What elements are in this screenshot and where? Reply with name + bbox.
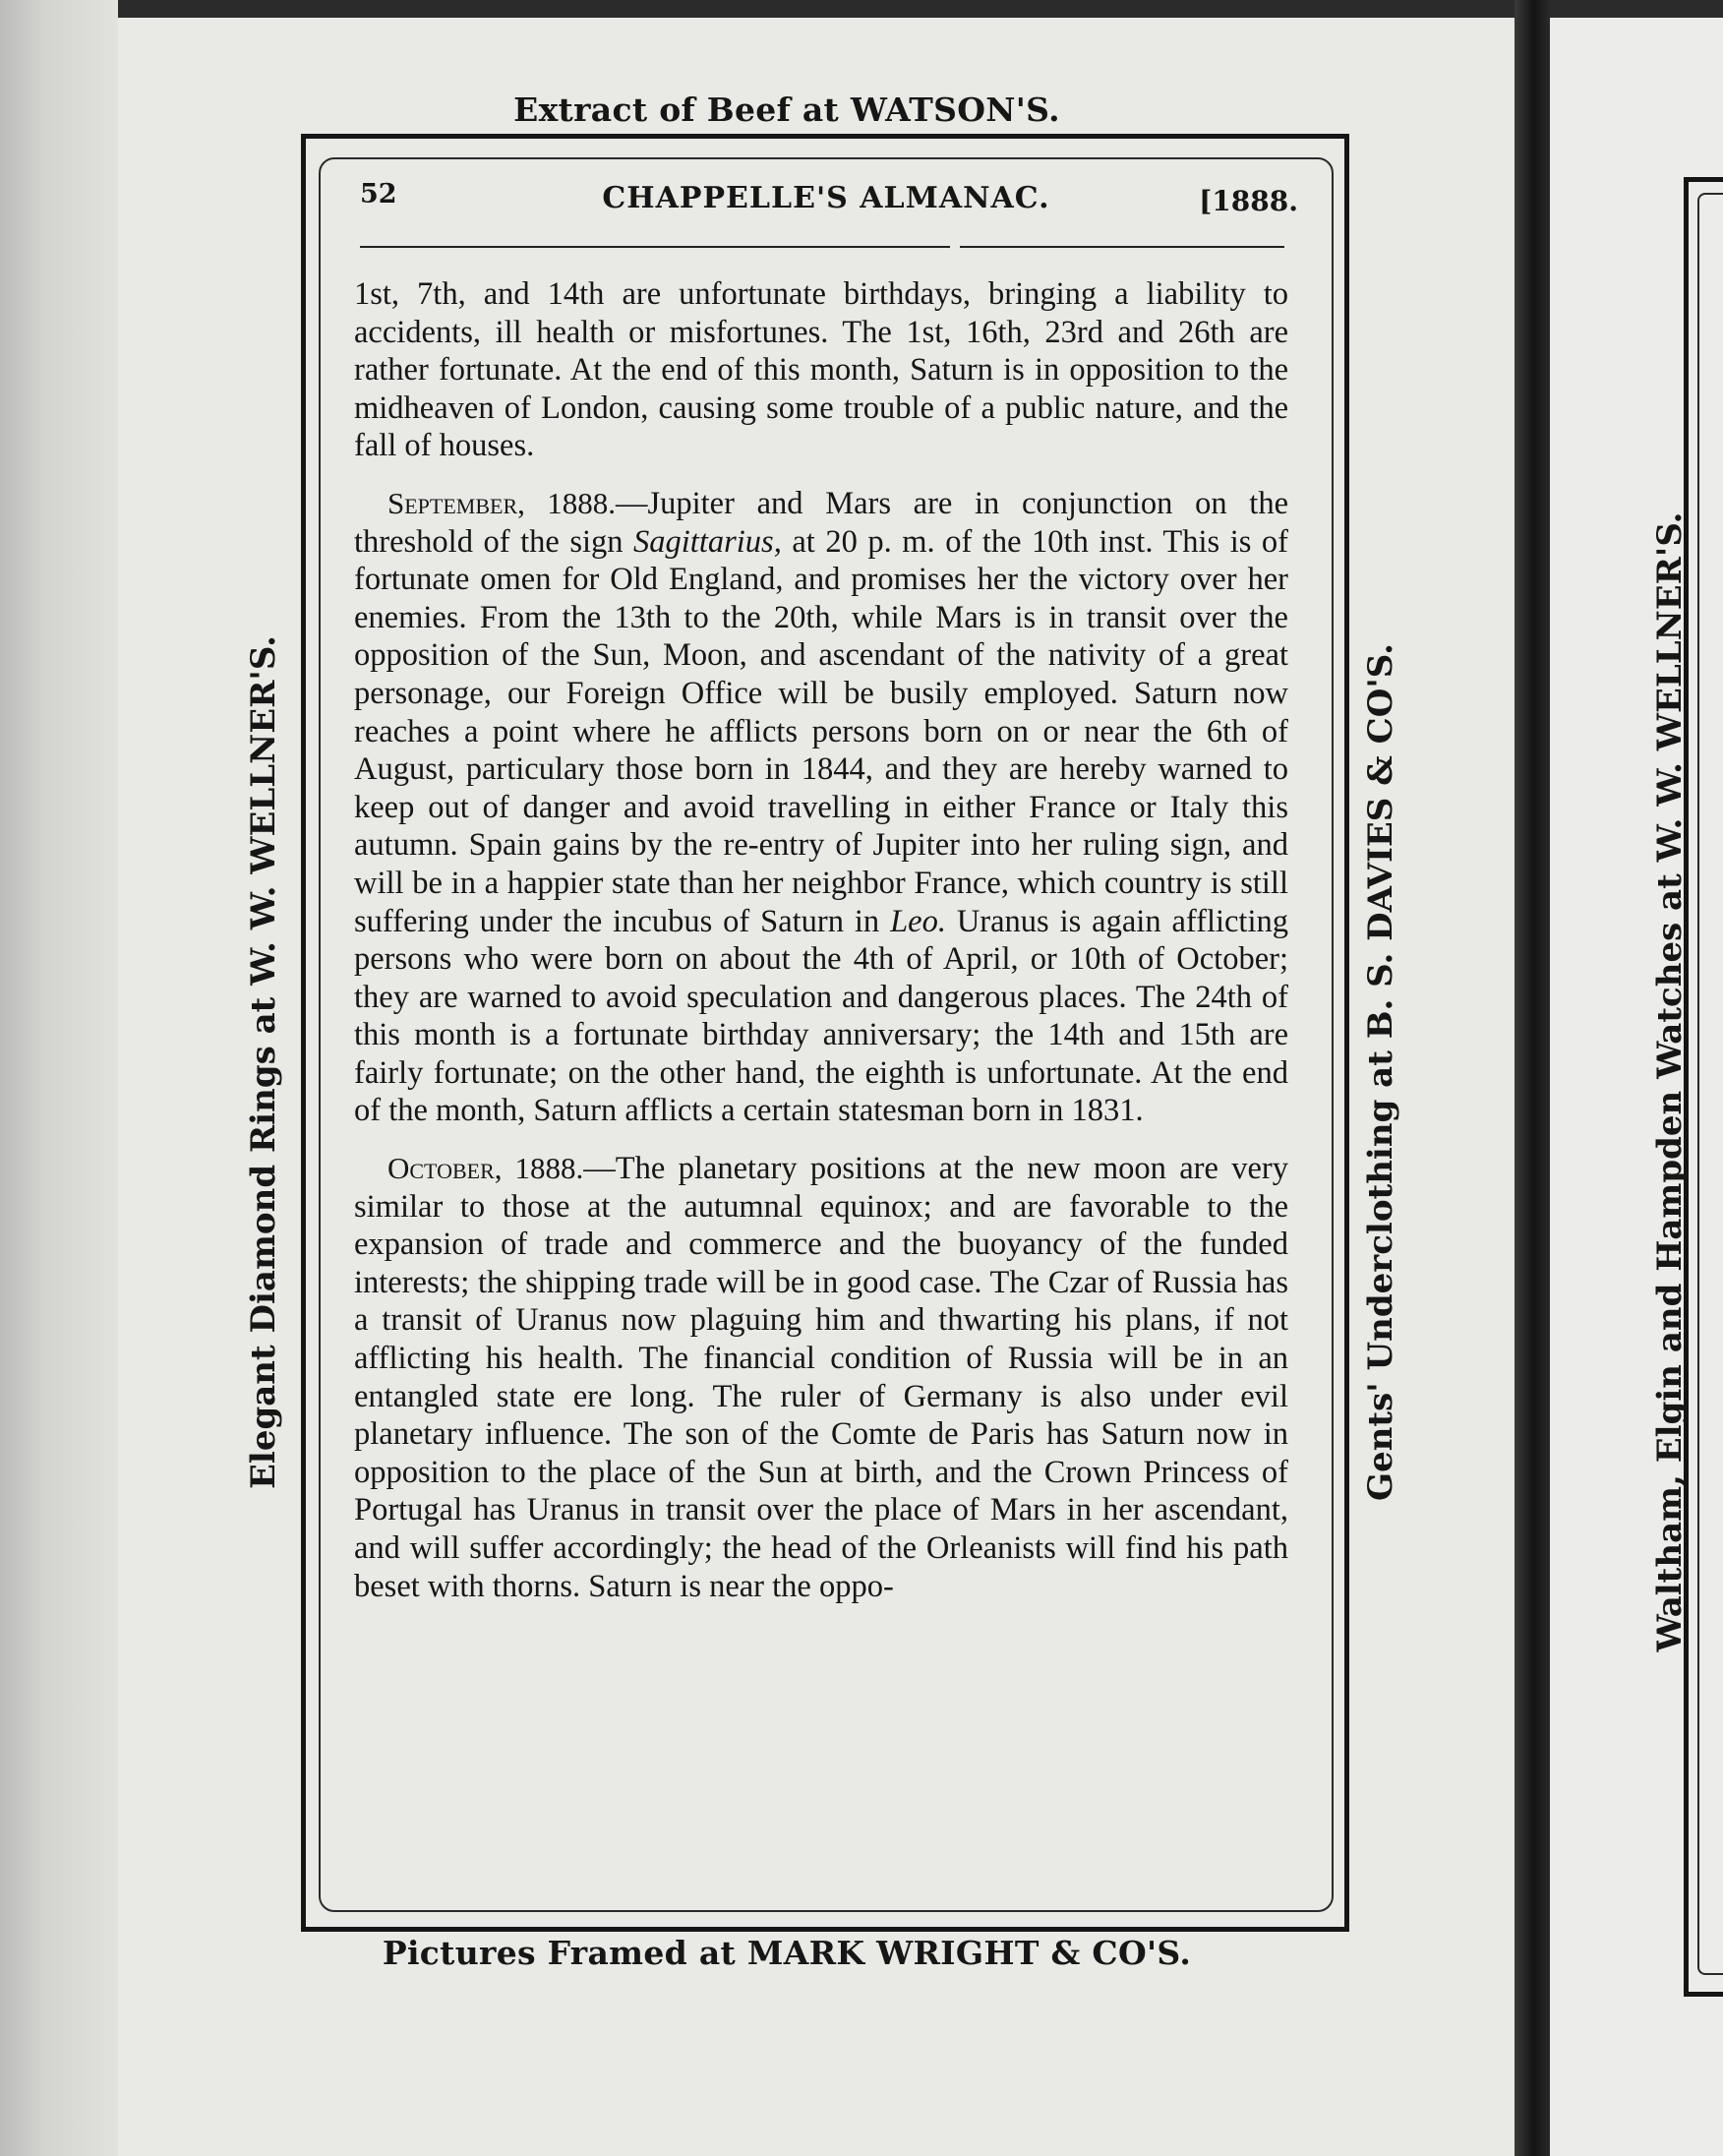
- bottom-advertisement: Pictures Framed at MARK WRIGHT & CO'S.: [382, 1934, 1192, 1972]
- body-text: [354, 275, 1288, 1605]
- september-text-3: Uranus is again afflicting persons who were born on about the 4th of April, or 10th of October; they are warned to avoid speculation and dangerous places. The 24th of this month is a fortunate birthday anniversary; the 14th and 15th are fairly fortunate; on the other hand, the eighth is unfortunate. At the end of the month, Saturn afflicts a certain statesman born in 1831.: [354, 903, 1288, 1129]
- running-header: [354, 177, 1298, 226]
- october-text: —The planetary positions at the new moon are very similar to those at the autumnal equinox; and are favorable to the expansion of trade and commerce and the buoyancy of the funded interests; the shipping trade will be in good case. The Czar of Russia has a transit of Uranus now plaguing him and thwarting his plans, if not afflicting his health. The financial condition of Russia will be in an entangled state ere long. The ruler of Germany is also under evil planetary influence. The son of the Comte de Paris has Saturn now in opposition to the place of the Sun at birth, and the Crown Princess of Portugal has Uranus in transit over the place of Mars in her ascendant, and will suffer accordingly; the head of the Orleanists will find his path beset with thorns. Saturn is near the oppo-: [354, 1151, 1289, 1604]
- paragraph-august-end: 1st, 7th, and 14th are unfortunate birthdays, bringing a liability to accidents, ill health or misfortunes. The 1st, 16th, 23rd and 26th are rather fortunate. At the end of this month, Saturn is in opposition to the midheaven of London, causing some trouble of a public nature, and the fall of houses.: [354, 276, 1288, 464]
- paragraph-september: [354, 485, 1288, 1130]
- header-year: [1888.: [1199, 185, 1298, 217]
- sign-leo: Leo.: [890, 903, 946, 939]
- left-margin-advertisement: Elegant Diamond Rings at W. W. WELLNER'S.: [244, 634, 283, 1490]
- paragraph-october: [354, 1150, 1288, 1605]
- right-margin-advertisement: Gents' Underclothing at B. S. DAVIES & CO'S.: [1361, 643, 1400, 1501]
- page-number: 52: [360, 179, 397, 210]
- september-heading: September, 1888.: [387, 485, 616, 520]
- almanac-title: CHAPPELLE'S ALMANAC.: [602, 181, 1050, 215]
- facing-page-inner-frame: [1697, 193, 1723, 1975]
- scan-top-edge: [0, 0, 1723, 18]
- header-rule-right: [960, 246, 1284, 248]
- page-stack-edge: [0, 0, 118, 2156]
- facing-page-advertisement: Waltham, Elgin and Hampden Watches at W. W. WELLNER'S.: [1650, 511, 1690, 1652]
- top-advertisement: Extract of Beef at WATSON'S.: [513, 90, 1060, 129]
- september-text-1: —Jupiter and Mars are in conjunction on the threshold of the sign: [354, 485, 1288, 560]
- book-spine: [1515, 0, 1550, 2156]
- october-heading: October, 1888.: [387, 1151, 584, 1186]
- sign-sagittarius: Sagittarius,: [633, 523, 782, 560]
- header-rule-left: [360, 246, 950, 248]
- september-text-2: at 20 p. m. of the 10th inst. This is of fortunate omen for Old England, and promises her the victory over her enemies. From the 13th to the 20th, while Mars is in transit over the opposition of the Sun, Moon, and ascendant of the nativity of a great personage, our Foreign Office will be busily employed. Saturn now reaches a point where he afflicts persons born on or near the 6th of August, particulary those born in 1844, and they are hereby warned to keep out of danger and avoid travelling in either France or Italy this autumn. Spain gains by the re-entry of Jupiter into her ruling sign, and will be in a happier state than her neighbor France, which country is still suffering under the incubus of Saturn in: [354, 523, 1288, 939]
